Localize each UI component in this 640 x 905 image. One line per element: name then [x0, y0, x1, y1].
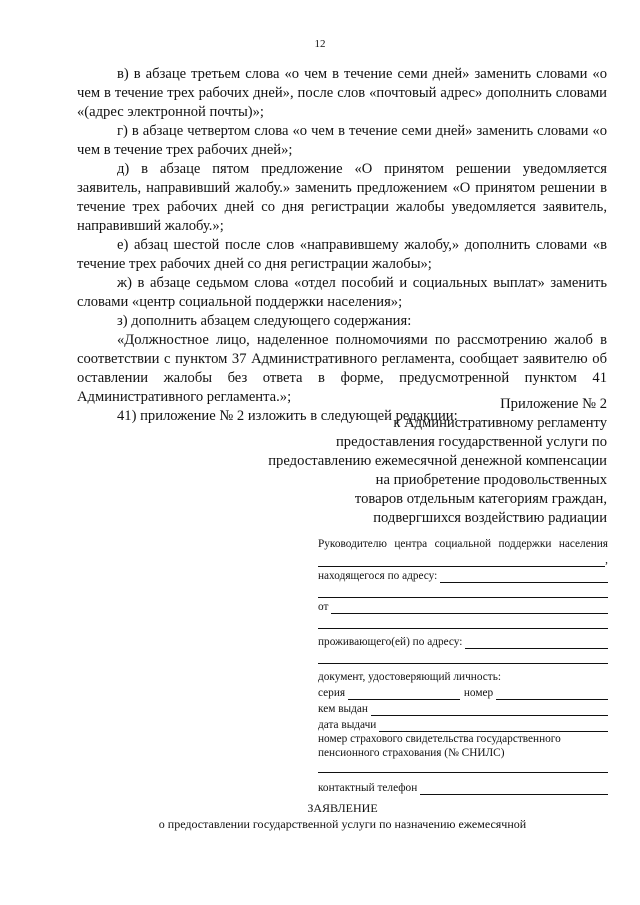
paragraph-e: е) абзац шестой после слов «направившему жалобу,» дополнить словами «в течение трех рабочих дней со дня регистрации жалобы»;: [77, 237, 607, 272]
statement-subtitle: о предоставлении государственной услуги по назначению ежемесячной: [158, 817, 527, 831]
snils-label-2: пенсионного страхования (№ СНИЛС): [318, 747, 505, 759]
paragraph-41: 41) приложение № 2 изложить в следующей редакции:: [117, 408, 458, 424]
statement-title: ЗАЯВЛЕНИЕ: [307, 801, 378, 815]
paragraph-d: д) в абзаце пятом предложение «О принятом решении уведомляется заявитель, направивший жалобу.» заменить предложением «О принятом решении в течение трех рабочих дней со дня регистрации жалобы уведомляется заявитель, направивший жалобу.»;: [77, 161, 607, 234]
number-label: номер: [463, 687, 494, 699]
phone-field[interactable]: [420, 783, 608, 795]
number-field[interactable]: [496, 688, 608, 700]
id-doc-label: документ, удостоверяющий личность:: [318, 671, 501, 683]
appendix-line: к Административному регламенту: [393, 415, 607, 431]
phone-row: [318, 781, 608, 795]
appendix-line: предоставлению ежемесячной денежной компенсации: [268, 453, 607, 469]
located-label: находящегося по адресу:: [318, 570, 438, 582]
appendix-line: подвергшихся воздействию радиации: [373, 510, 607, 526]
residing-row: [318, 635, 608, 649]
from-label: от: [318, 601, 329, 613]
paragraph-v: в) в абзаце третьем слова «о чем в течение семи дней» заменить словами «о чем в течение трех рабочих дней», после слов «почтовый адрес» дополнить словами «(адрес электронной почты)»;: [77, 66, 607, 120]
appendix-line: товаров отдельным категориям граждан,: [354, 491, 607, 507]
issue-date-row: [318, 718, 608, 732]
statement-heading: [0, 800, 640, 832]
snils-label-1: номер страхового свидетельства государственного: [318, 733, 561, 745]
appendix-header: [187, 395, 607, 528]
page-number: 12: [314, 38, 326, 50]
snils-field[interactable]: [318, 760, 608, 773]
applicant-form: [318, 537, 608, 795]
addressee-tail: ,: [605, 554, 608, 566]
residing-label: проживающего(ей) по адресу:: [318, 636, 463, 648]
residing-field[interactable]: [465, 637, 608, 649]
addressee-label: Руководителю центра социальной поддержки населения: [318, 538, 608, 550]
paragraph-zh: ж) в абзаце седьмом слова «отдел пособий и социальных выплат» заменить словами «центр социальной поддержки населения»;: [77, 275, 607, 310]
from-row: [318, 600, 608, 614]
series-field[interactable]: [348, 688, 460, 700]
addressee-row: [318, 553, 608, 567]
appendix-line: на приобретение продовольственных: [375, 472, 607, 488]
amendment-text: [77, 65, 607, 426]
appendix-line: Приложение № 2: [500, 396, 607, 412]
phone-label: контактный телефон: [318, 782, 418, 794]
located-row: [318, 569, 608, 583]
series-label: серия: [318, 687, 346, 699]
located-field-2[interactable]: [318, 583, 608, 598]
addressee-field[interactable]: [318, 555, 605, 567]
series-row: [318, 686, 608, 700]
issued-by-field[interactable]: [371, 704, 608, 716]
from-field[interactable]: [331, 602, 608, 614]
paragraph-quote: «Должностное лицо, наделенное полномочиями по рассмотрению жалоб в соответствии с пунктом 37 Административного регламента, сообщает заявителю об оставлении жалобы без ответа в форме, предусмотренной пунктом 41 Административного регламента.»;: [77, 332, 607, 405]
issued-by-label: кем выдан: [318, 703, 368, 715]
residing-field-2[interactable]: [318, 649, 608, 664]
from-field-2[interactable]: [318, 614, 608, 629]
paragraph-z: з) дополнить абзацем следующего содержания:: [117, 313, 412, 329]
issue-date-label: дата выдачи: [318, 719, 377, 731]
paragraph-g: г) в абзаце четвертом слова «о чем в течение семи дней» заменить словами «о чем в течение трех рабочих дней»;: [77, 123, 607, 158]
issue-date-field[interactable]: [379, 720, 608, 732]
located-field[interactable]: [440, 571, 608, 583]
appendix-line: предоставления государственной услуги по: [336, 434, 607, 450]
issued-by-row: [318, 702, 608, 716]
